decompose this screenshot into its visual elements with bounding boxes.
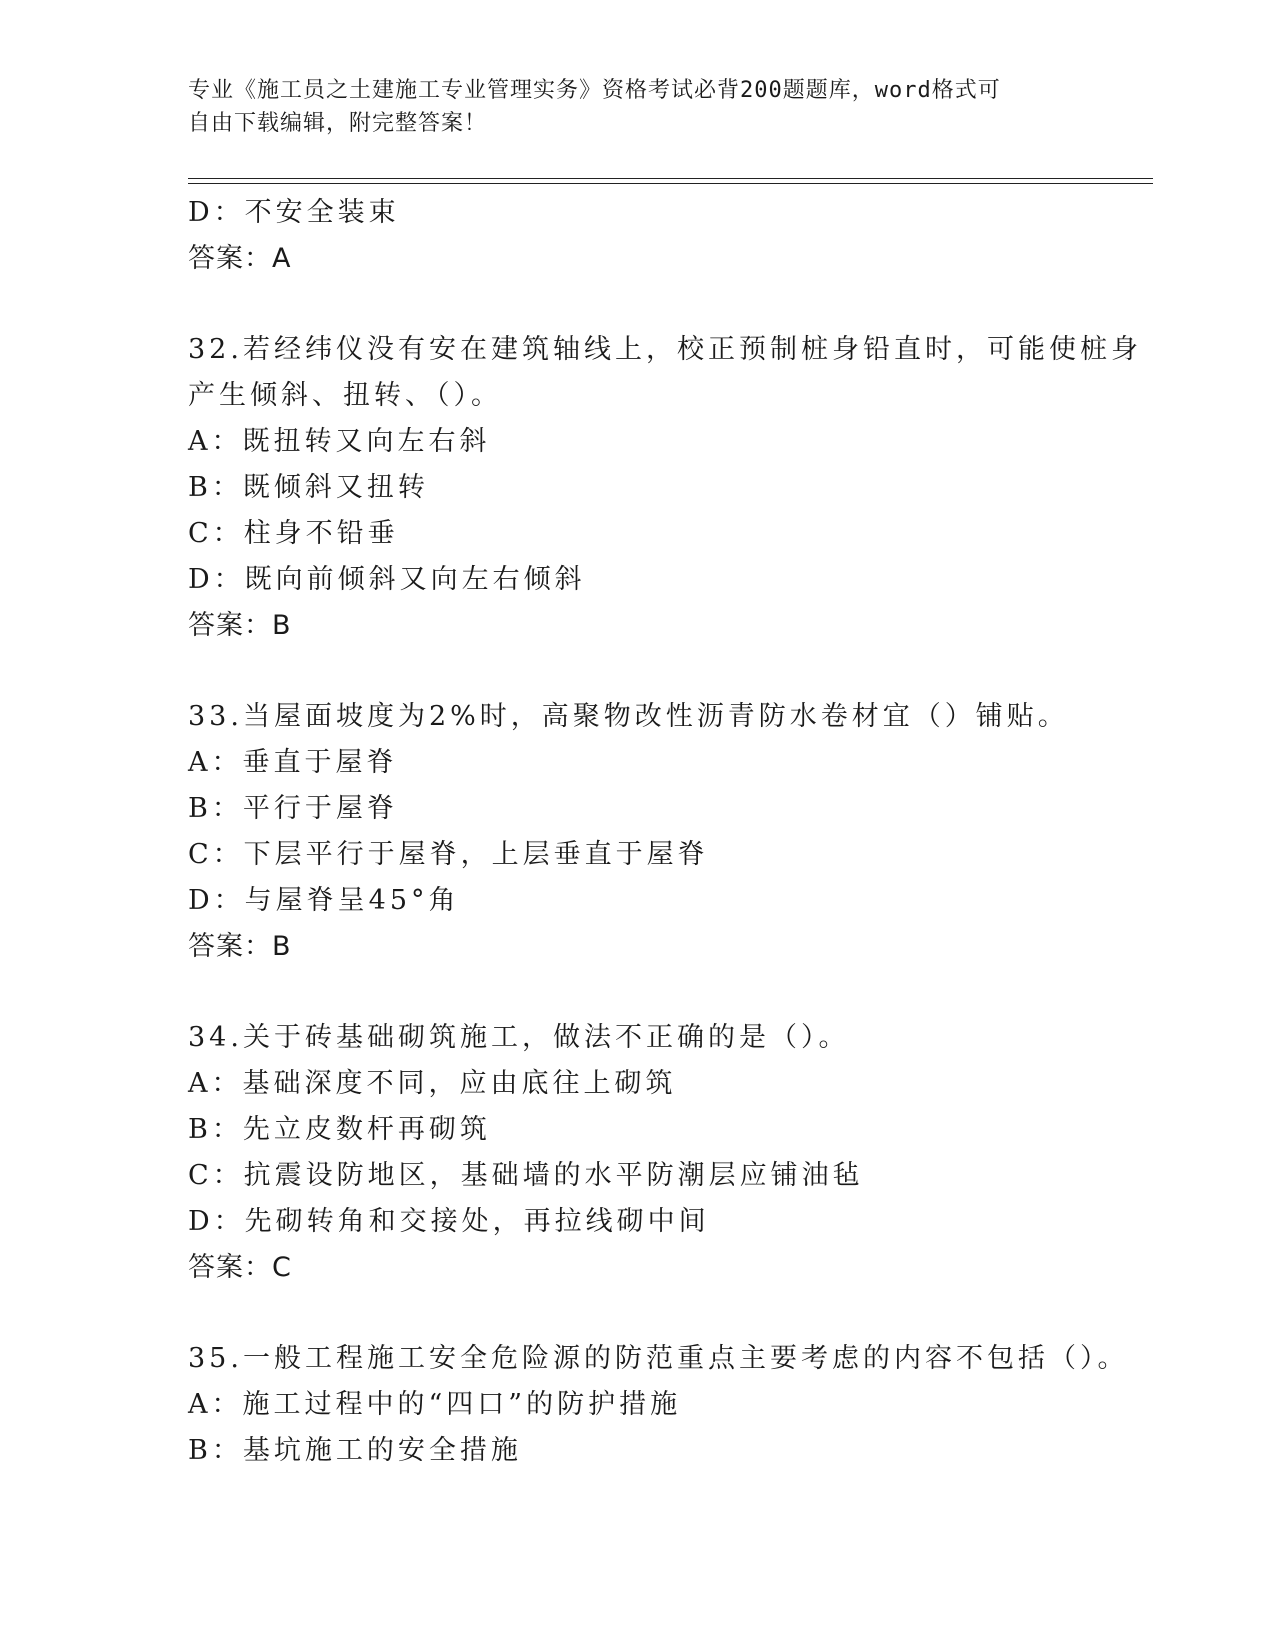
section-spacer: [188, 282, 1088, 327]
option-line: B：既倾斜又扭转: [188, 472, 429, 503]
option-line: D：不安全装束: [188, 197, 400, 228]
option-line: B：基坑施工的安全措施: [188, 1435, 522, 1466]
option-line: D：与屋脊呈45°角: [188, 885, 460, 916]
option-line: A：垂直于屋脊: [188, 747, 398, 778]
section-spacer: [188, 970, 1088, 1015]
section-spacer: [188, 1291, 1088, 1336]
header-line-2: 自由下载编辑，附完整答案！: [188, 111, 488, 136]
option-line: A：基础深度不同，应由底往上砌筑: [188, 1068, 677, 1099]
option-line: A：既扭转又向左右斜: [188, 426, 491, 457]
option-line: B：平行于屋脊: [188, 793, 398, 824]
header-line-1: 专业《施工员之土建施工专业管理实务》资格考试必背200题题库，word格式可: [188, 78, 1001, 103]
answer-line: 答案：B: [188, 931, 292, 962]
header-divider-bottom: [188, 183, 1153, 184]
section-spacer: [188, 649, 1088, 694]
answer-line: 答案：C: [188, 1252, 292, 1283]
option-line: C：下层平行于屋脊，上层垂直于屋脊: [188, 839, 709, 870]
option-line: D：先砌转角和交接处，再拉线砌中间: [188, 1206, 710, 1237]
option-line: B：先立皮数杆再砌筑: [188, 1114, 491, 1145]
option-line: A：施工过程中的“四口”的防护措施: [188, 1389, 682, 1420]
question-list: [188, 190, 1142, 1474]
header-divider-top: [188, 178, 1153, 179]
question-text: 产生倾斜、扭转、（）。: [188, 380, 502, 411]
document-header: [188, 74, 1088, 140]
question-text: 34.关于砖基础砌筑施工，做法不正确的是（）。: [188, 1022, 850, 1053]
question-text: 32.若经纬仪没有安在建筑轴线上，校正预制桩身铅直时，可能使桩身: [188, 334, 1142, 365]
option-line: C：抗震设防地区，基础墙的水平防潮层应铺油毡: [188, 1160, 864, 1191]
answer-line: 答案：A: [188, 243, 292, 274]
question-text: 35.一般工程施工安全危险源的防范重点主要考虑的内容不包括（）。: [188, 1343, 1129, 1374]
question-text: 33.当屋面坡度为2%时，高聚物改性沥青防水卷材宜（）铺贴。: [188, 701, 1069, 732]
option-line: C：柱身不铅垂: [188, 518, 399, 549]
option-line: D：既向前倾斜又向左右倾斜: [188, 564, 586, 595]
answer-line: 答案：B: [188, 610, 292, 641]
